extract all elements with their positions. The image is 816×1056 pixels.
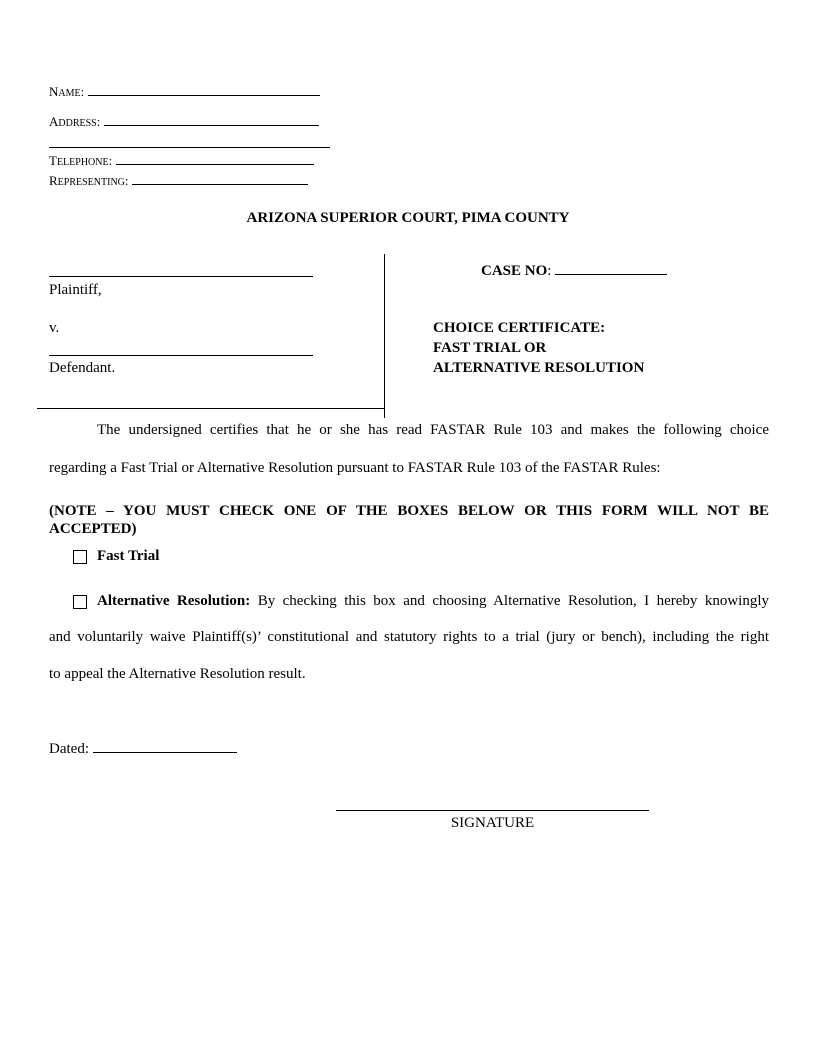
representing-row: REPRESENTING: bbox=[49, 171, 308, 190]
document-title-line1: CHOICE CERTIFICATE: bbox=[433, 320, 606, 336]
case-number-row: CASE NO: bbox=[481, 261, 667, 280]
versus-label: v. bbox=[49, 320, 60, 336]
fast-trial-checkbox[interactable] bbox=[73, 550, 87, 564]
defendant-name-field[interactable] bbox=[49, 355, 313, 356]
plaintiff-label: Plaintiff, bbox=[49, 282, 102, 298]
certification-line2: regarding a Fast Trial or Alternative Resolution pursuant to FASTAR Rule 103 of the FASTAR Rules: bbox=[49, 460, 661, 476]
caption-divider-vertical bbox=[384, 254, 385, 418]
court-title: ARIZONA SUPERIOR COURT, PIMA COUNTY bbox=[246, 210, 570, 226]
case-number-field[interactable] bbox=[555, 261, 667, 275]
telephone-row: TELEPHONE: bbox=[49, 151, 314, 170]
signature-line[interactable] bbox=[336, 810, 649, 811]
certification-line1: The undersigned certifies that he or she has read FASTAR Rule 103 and makes the following choice bbox=[97, 422, 769, 438]
alternative-resolution-line2: and voluntarily waive Plaintiff(s)’ constitutional and statutory rights to a trial (jury or bench), including the right bbox=[49, 629, 769, 645]
note-line2: ACCEPTED) bbox=[49, 521, 137, 537]
note-line1: (NOTE – YOU MUST CHECK ONE OF THE BOXES BELOW OR THIS FORM WILL NOT BE bbox=[49, 503, 769, 519]
dated-field[interactable] bbox=[93, 739, 237, 753]
caption-divider-horizontal bbox=[37, 408, 384, 409]
alternative-resolution-line3: to appeal the Alternative Resolution result. bbox=[49, 666, 306, 682]
signature-label: SIGNATURE bbox=[450, 815, 535, 831]
fast-trial-label: Fast Trial bbox=[97, 548, 160, 564]
alternative-resolution-label: Alternative Resolution: bbox=[97, 593, 251, 609]
defendant-label: Defendant. bbox=[49, 360, 116, 376]
name-row: NAME: bbox=[49, 82, 320, 101]
document-title-line2: FAST TRIAL OR bbox=[433, 340, 547, 356]
name-field[interactable] bbox=[88, 82, 320, 96]
document-title-line3: ALTERNATIVE RESOLUTION bbox=[433, 360, 645, 376]
dated-label: Dated: bbox=[49, 741, 89, 757]
case-number-label: CASE NO bbox=[481, 263, 548, 279]
plaintiff-name-field[interactable] bbox=[49, 276, 313, 277]
alternative-resolution-line1: Alternative Resolution: By checking this box and choosing Alternative Resolution, I hereby knowingly bbox=[97, 593, 770, 609]
address-row: ADDRESS: bbox=[49, 112, 319, 131]
representing-field[interactable] bbox=[132, 171, 308, 185]
address-field[interactable] bbox=[104, 112, 319, 126]
dated-row bbox=[49, 739, 237, 758]
telephone-field[interactable] bbox=[116, 151, 314, 165]
alternative-resolution-checkbox[interactable] bbox=[73, 595, 87, 609]
address-field-line2[interactable] bbox=[49, 147, 330, 148]
